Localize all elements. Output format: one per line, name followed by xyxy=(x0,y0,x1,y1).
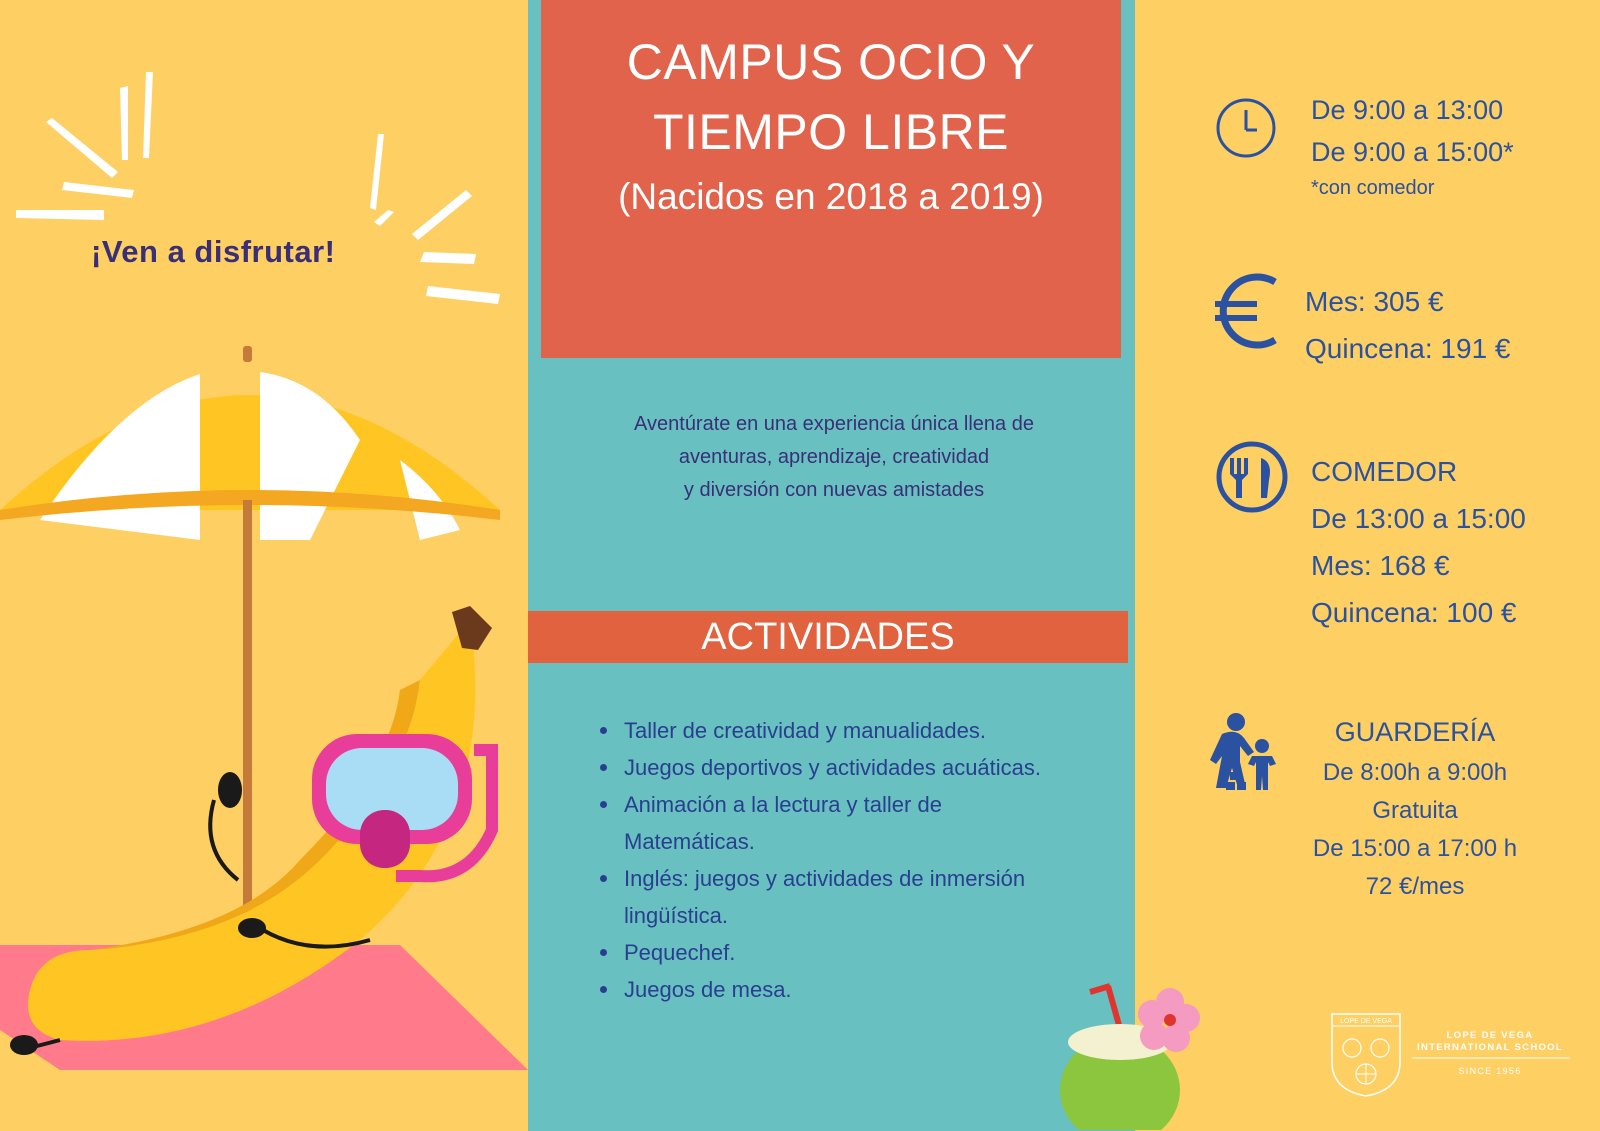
schedule-line: De 9:00 a 13:00 xyxy=(1311,95,1504,125)
guarderia-hours: De 8:00h a 9:00h xyxy=(1322,759,1508,786)
title-box xyxy=(541,0,1121,358)
guarderia-price: 72 €/mes xyxy=(1365,873,1465,900)
school-crest-icon xyxy=(1330,1012,1580,1097)
clock-icon xyxy=(1215,97,1277,159)
euro-icon xyxy=(1213,270,1283,350)
title-line-1: CAMPUS OCIO Y xyxy=(626,34,1036,90)
price-fortnight: Quincena: 191 € xyxy=(1305,333,1511,364)
cutlery-icon xyxy=(1215,440,1289,514)
intro-line: Aventúrate en una experiencia única llena de xyxy=(634,413,1034,435)
left-panel xyxy=(0,0,528,1131)
school-name-line1: LOPE DE VEGA xyxy=(1446,1030,1534,1041)
list-item: Juegos deportivos y actividades acuáticas. xyxy=(598,749,1128,786)
guarderia-info xyxy=(1290,710,1540,906)
crest-text: LOPE DE VEGA xyxy=(1340,1018,1392,1025)
intro-line: aventuras, aprendizaje, creatividad xyxy=(678,446,990,468)
list-item-continuation: Matemáticas. xyxy=(624,829,755,854)
list-item: Inglés: juegos y actividades de inmersión xyxy=(598,860,1128,897)
comedor-info xyxy=(1311,448,1526,636)
comedor-hours: De 13:00 a 15:00 xyxy=(1311,503,1526,534)
activities-heading: ACTIVIDADES xyxy=(528,611,1128,663)
guarderia-price: Gratuita xyxy=(1372,797,1458,824)
price-info xyxy=(1305,278,1511,372)
comedor-month: Mes: 168 € xyxy=(1311,550,1450,581)
tagline: ¡Ven a disfrutar! xyxy=(91,234,336,269)
schedule-note: *con comedor xyxy=(1311,177,1435,199)
schedule-info xyxy=(1311,89,1514,203)
subtitle: (Nacidos en 2018 a 2019) xyxy=(618,176,1044,217)
list-item: Animación a la lectura y taller de xyxy=(598,786,1128,823)
list-item: Pequechef. xyxy=(598,934,1128,971)
school-name-line2: INTERNATIONAL SCHOOL xyxy=(1417,1042,1563,1053)
beach-umbrella-illustration xyxy=(0,0,528,1131)
coconut-drink-icon xyxy=(1060,980,1210,1130)
guarderia-title: GUARDERÍA xyxy=(1334,717,1496,747)
title-line-2: TIEMPO LIBRE xyxy=(652,104,1010,160)
intro-line: y diversión con nuevas amistades xyxy=(683,479,985,501)
activities-list xyxy=(598,712,1128,1008)
childcare-icon xyxy=(1196,712,1276,790)
guarderia-hours: De 15:00 a 17:00 h xyxy=(1312,835,1518,862)
school-logo xyxy=(1330,1012,1580,1097)
comedor-title: COMEDOR xyxy=(1311,456,1458,487)
list-item: Taller de creatividad y manualidades. xyxy=(598,712,1128,749)
list-item-continuation: lingüística. xyxy=(624,903,728,928)
intro-text xyxy=(560,408,1108,507)
schedule-line: De 9:00 a 15:00* xyxy=(1311,137,1514,167)
list-item: Juegos de mesa. xyxy=(598,971,1128,1008)
school-since: SINCE 1956 xyxy=(1458,1066,1522,1076)
comedor-fortnight: Quincena: 100 € xyxy=(1311,597,1517,628)
price-month: Mes: 305 € xyxy=(1305,286,1444,317)
